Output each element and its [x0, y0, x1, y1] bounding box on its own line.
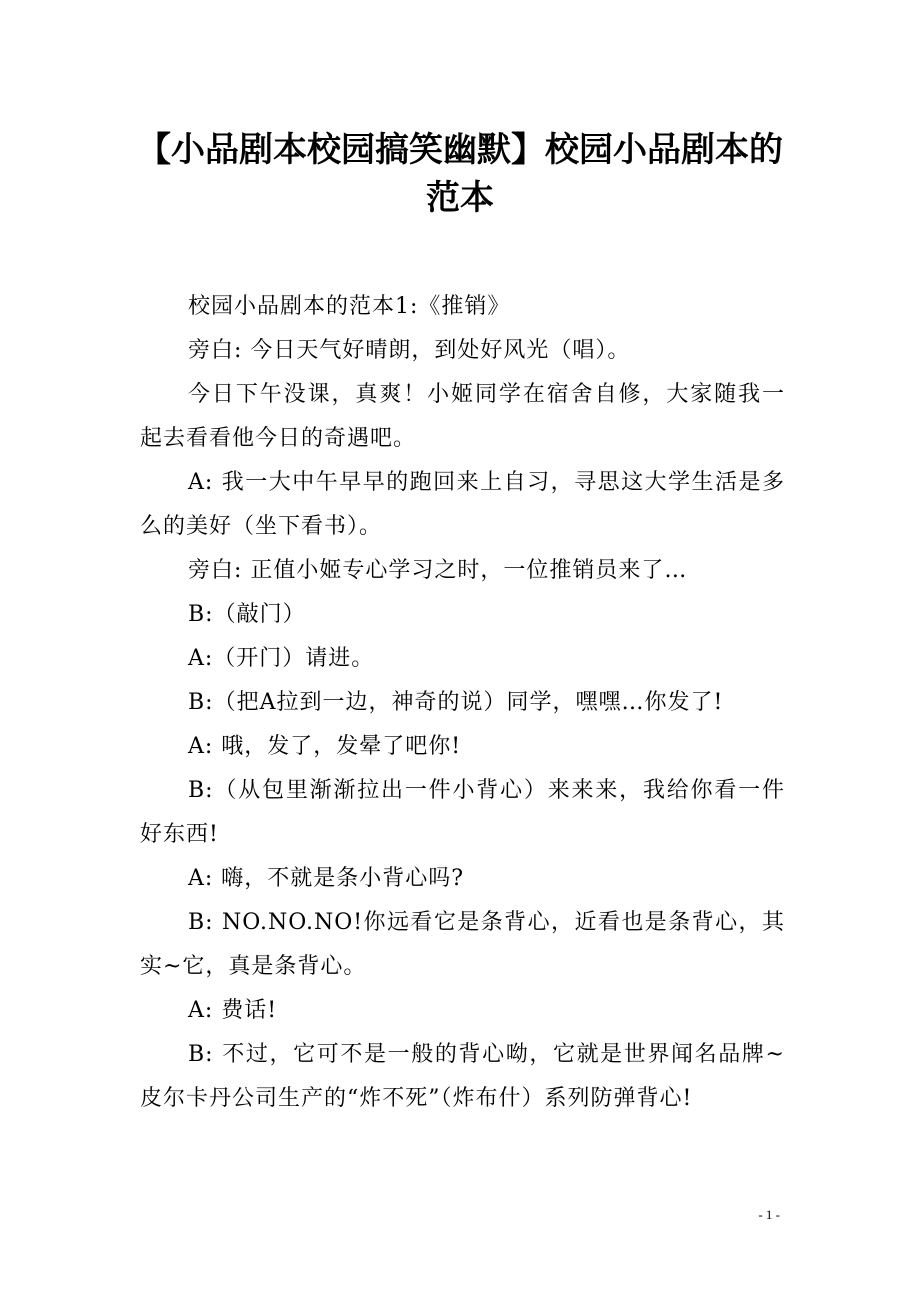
paragraph: B:（敲门） [188, 602, 306, 627]
paragraph: B:（把A拉到一边，神奇的说）同学，嘿嘿…你发了! [188, 690, 724, 715]
title-line-2: 范本 [426, 178, 494, 218]
paragraph: A: 哦，发了，发晕了吧你! [188, 734, 462, 759]
paragraph: 今日下午没课，真爽！小姬同学在宿舍自修，大家随我一起去看看他今日的奇遇吧。 [140, 382, 785, 451]
paragraph: B:（从包里渐渐拉出一件小背心）来来来，我给你看一件好东西! [140, 778, 785, 847]
page-number: - 1 - [758, 1207, 780, 1222]
paragraph: A:（开门）请进。 [188, 646, 375, 671]
paragraph: A: 嗨，不就是条小背心吗? [188, 866, 465, 891]
title-line-1: 【小品剧本校园搞笑幽默】校园小品剧本的 [137, 130, 783, 170]
paragraph: 旁白: 今日天气好晴朗，到处好风光（唱）。 [188, 338, 631, 363]
document-title [110, 126, 810, 222]
paragraph: B: 不过，它可不是一般的背心呦，它就是世界闻名品牌~皮尔卡丹公司生产的“炸不死”（炸布什）系列防弹背心! [140, 1042, 785, 1111]
paragraph: A: 费话! [188, 998, 278, 1023]
document-body [140, 285, 785, 1121]
paragraph: 旁白: 正值小姬专心学习之时，一位推销员来了… [188, 558, 688, 583]
paragraph: A: 我一大中午早早的跑回来上自习，寻思这大学生活是多么的美好（坐下看书）。 [140, 470, 785, 539]
paragraph: 校园小品剧本的范本1:《推销》 [188, 294, 511, 319]
paragraph: B: NO.NO.NO!你远看它是条背心，近看也是条背心，其实~它，真是条背心。 [140, 910, 785, 979]
